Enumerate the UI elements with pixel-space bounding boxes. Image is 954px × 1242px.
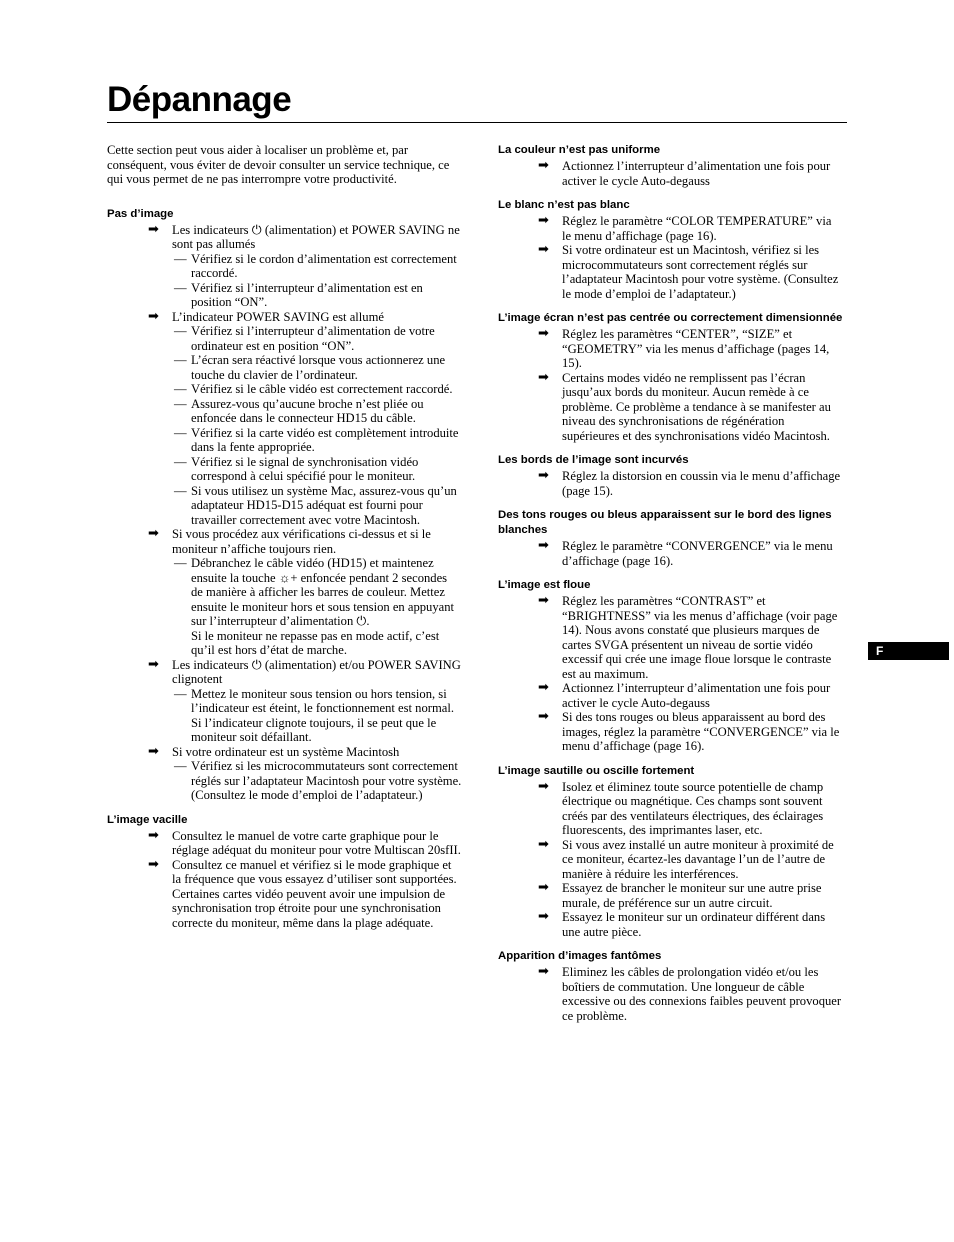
symptom-list (498, 214, 843, 301)
symptom-list (498, 539, 843, 568)
section-heading: Pas d’image (107, 207, 174, 220)
remedy-text: Actionnez l’interrupteur d’alimentation une fois pour activer le cycle Auto-degauss (562, 159, 831, 188)
remedy-item (538, 710, 843, 754)
troubleshoot-section (498, 508, 843, 568)
symptom-list (498, 965, 843, 1023)
remedy-item (148, 745, 462, 803)
left-sections (107, 207, 462, 931)
check-text: L’écran sera réactivé lorsque vous actionnerez une touche du clavier de l’ordinateur. (191, 353, 446, 382)
check-item (172, 353, 462, 382)
symptom-list (498, 159, 843, 188)
remedy-text: Si votre ordinateur est un Macintosh, vérifiez si les microcommutateurs sont correctement réglés sur l’adaptateur Macintosh pour votre système. (Consultez le mode d’emploi de l’adaptateur.) (562, 243, 839, 301)
remedy-item (538, 780, 843, 838)
symptom-list (498, 469, 843, 498)
check-item (172, 426, 462, 455)
remedy-item (538, 881, 843, 910)
remedy-text: Si vous avez installé un autre moniteur à proximité de ce moniteur, écartez-les davantage l’un de l’autre de manière à réduire les interférences. (562, 837, 834, 881)
symptom-list (498, 594, 843, 754)
check-text: Mettez le moniteur sous tension ou hors tension, si l’indicateur est éteint, le fonctionnement est normal. Si l’indicateur clignote toujours, il se peut que le moniteur soit défaillant. (191, 686, 454, 744)
remedy-text: Actionnez l’interrupteur d’alimentation une fois pour activer le cycle Auto-degauss (562, 681, 831, 710)
arrow-right-icon: ➡ (538, 213, 549, 228)
dash-marker: — (174, 280, 187, 295)
remedy-text: Les indicateurs ⏻ (alimentation) et/ou POWER SAVING clignotent (172, 657, 461, 686)
remedy-text: Réglez la distorsion en coussin via le menu d’affichage (page 15). (562, 469, 841, 498)
remedy-item (148, 658, 462, 745)
remedy-item (538, 681, 843, 710)
arrow-right-icon: ➡ (148, 308, 159, 324)
check-item (172, 484, 462, 528)
troubleshoot-section (498, 949, 843, 1023)
check-list (172, 252, 462, 310)
remedy-item (148, 527, 462, 658)
dash-marker: — (174, 556, 187, 570)
remedy-item (538, 965, 843, 1023)
remedy-item (538, 243, 843, 301)
check-text: Vérifiez si l’interrupteur d’alimentation est en position “ON”. (191, 280, 423, 309)
remedy-text: Consultez le manuel de votre carte graphique pour le réglage adéquat du moniteur pour votre Multiscan 20sfII. (172, 828, 461, 857)
arrow-right-icon: ➡ (538, 468, 549, 483)
remedy-item (538, 838, 843, 882)
check-item (172, 759, 462, 803)
remedy-text: Réglez les paramètres “CONTRAST” et “BRIGHTNESS” via les menus d’affichage (voir page 14). Nous avons constaté que plusieurs marques de cartes SVGA présentent un niveau de sortie vidéo excessif qui crée une image floue lorsque le contraste est au maximum. (562, 594, 838, 681)
dash-marker: — (174, 396, 187, 411)
dash-marker: — (174, 324, 187, 338)
remedy-text: Les indicateurs ⏻ (alimentation) et POWER SAVING ne sont pas allumés (172, 222, 460, 251)
arrow-right-icon: ➡ (538, 538, 549, 553)
intro-paragraph: Cette section peut vous aider à localiser un problème et, par conséquent, vous éviter de devoir consulter un service technique, ce qui vous permet de ne pas interrompre votre productivité. (107, 143, 450, 186)
remedy-text: Certains modes vidéo ne remplissent pas l’écran jusqu’aux bords du moniteur. Aucun remède à ce problème. Ce problème a tendance à se manifester au niveau des synchronisations de régénération supérieures et des synchronisations vidéo Macintosh. (562, 370, 831, 443)
check-list (172, 759, 462, 803)
check-text: Vérifiez si le câble vidéo est correctement raccordé. (191, 382, 453, 396)
dash-marker: — (174, 759, 187, 773)
check-item (172, 687, 462, 745)
remedy-item (148, 858, 462, 931)
arrow-right-icon: ➡ (148, 221, 159, 237)
check-item (172, 556, 462, 658)
check-item (172, 252, 462, 281)
check-item (172, 397, 462, 426)
dash-marker: — (174, 454, 187, 469)
troubleshoot-section (498, 198, 843, 301)
right-sections (498, 143, 843, 1023)
arrow-right-icon: ➡ (538, 593, 549, 608)
check-continuation: Si le moniteur ne repasse pas en mode actif, c’est qu’il est hors d’état de marche. (191, 628, 440, 657)
troubleshoot-section (107, 813, 462, 931)
check-item (172, 281, 462, 310)
page-title: Dépannage (107, 80, 292, 119)
remedy-item (538, 214, 843, 243)
arrow-right-icon: ➡ (538, 778, 549, 794)
remedy-item (148, 829, 462, 858)
section-heading: Apparition d’images fantômes (498, 950, 662, 962)
check-list (172, 687, 462, 745)
arrow-right-icon: ➡ (538, 326, 549, 341)
troubleshoot-section (498, 453, 843, 498)
troubleshoot-section (498, 578, 843, 754)
arrow-right-icon: ➡ (538, 158, 549, 173)
check-list (172, 556, 462, 658)
arrow-right-icon: ➡ (148, 827, 159, 843)
left-column (107, 143, 462, 940)
symptom-list (107, 829, 462, 931)
remedy-item (538, 469, 843, 498)
remedy-text: Réglez les paramètres “CENTER”, “SIZE” et “GEOMETRY” via les menus d’affichage (pages 14, 15). (562, 327, 830, 370)
remedy-text: Réglez le paramètre “CONVERGENCE” via le menu d’affichage (page 16). (562, 539, 833, 568)
remedy-text: Isolez et éliminez toute source potentielle de champ électrique ou magnétique. Ces champs sont souvent créés par des ventilateurs électriques, des éclairages fluorescents, des imprimantes laser, etc. (562, 779, 824, 837)
remedy-item (538, 159, 843, 188)
remedy-text: Eliminez les câbles de prolongation vidéo et/ou les boîtiers de commutation. Une longueur de câble excessive ou des connexions faibles peuvent provoquer ce problème. (562, 965, 842, 1023)
check-text: Vérifiez si les microcommutateurs sont correctement réglés sur l’adaptateur Macintosh pour votre système. (Consultez le mode d’emploi de l’adaptateur.) (191, 759, 462, 802)
troubleshoot-section (107, 207, 462, 803)
language-tab: F (868, 642, 949, 660)
check-item (172, 324, 462, 353)
check-text: Vérifiez si la carte vidéo est complètement introduite dans la fente appropriée. (191, 425, 459, 454)
section-heading: L’image sautille ou oscille fortement (498, 764, 695, 777)
arrow-right-icon: ➡ (538, 242, 549, 257)
check-list (172, 324, 462, 527)
remedy-item (538, 327, 843, 371)
arrow-right-icon: ➡ (538, 709, 549, 724)
arrow-right-icon: ➡ (538, 964, 549, 979)
check-text: Vérifiez si l’interrupteur d’alimentation de votre ordinateur est en position “ON”. (191, 324, 435, 353)
remedy-text: Essayez de brancher le moniteur sur une autre prise murale, de préférence sur un autre circuit. (562, 881, 822, 910)
right-column (498, 143, 843, 1033)
remedy-text: Consultez ce manuel et vérifiez si le mode graphique et la fréquence que vous essayez d’utiliser sont supportées. Certaines cartes vidéo peuvent avoir une impulsion de synchronisation trop étroite pour une synchronisation correcte du moniteur, même dans la plage adéquate. (172, 857, 457, 930)
arrow-right-icon: ➡ (538, 909, 549, 924)
check-text: Vérifiez si le cordon d’alimentation est correctement raccordé. (191, 251, 457, 280)
section-heading: La couleur n’est pas uniforme (498, 144, 661, 156)
symptom-list (498, 780, 843, 940)
section-heading: L’image est floue (498, 579, 591, 591)
troubleshoot-section (498, 311, 843, 443)
check-item (172, 382, 462, 397)
dash-marker: — (174, 251, 187, 266)
arrow-right-icon: ➡ (538, 836, 549, 852)
remedy-text: L’indicateur POWER SAVING est allumé (172, 309, 384, 324)
remedy-text: Si vous procédez aux vérifications ci-dessus et si le moniteur n’affiche toujours rien. (172, 527, 431, 556)
troubleshoot-section (498, 764, 843, 940)
remedy-item (148, 310, 462, 528)
remedy-item (148, 223, 462, 310)
dash-marker: — (174, 382, 187, 396)
check-text: Débranchez le câble vidéo (HD15) et maintenez ensuite la touche ☼+ enfoncée pendant 2 secondes de manière à afficher les barres de couleur. Mettez ensuite le moniteur hors et sous tension en appuyant sur l’interrupteur d’alimentation ⏻. (191, 556, 455, 628)
symptom-list (498, 327, 843, 443)
remedy-item (538, 371, 843, 444)
dash-marker: — (174, 483, 187, 498)
dash-marker: — (174, 686, 187, 701)
remedy-item (538, 539, 843, 568)
remedy-item (538, 594, 843, 681)
remedy-text: Si votre ordinateur est un système Macintosh (172, 744, 400, 759)
section-heading: L’image vacille (107, 813, 188, 826)
arrow-right-icon: ➡ (148, 743, 159, 759)
title-divider (107, 122, 847, 123)
check-item (172, 455, 462, 484)
arrow-right-icon: ➡ (538, 369, 549, 385)
arrow-right-icon: ➡ (538, 680, 549, 695)
symptom-list (107, 223, 462, 803)
section-heading: Les bords de l’image sont incurvés (498, 454, 689, 466)
check-text: Si vous utilisez un système Mac, assurez-vous qu’un adaptateur HD15-D15 adéquat est fourni pour travailler correctement avec votre Macintosh. (191, 483, 457, 527)
section-heading: L’image écran n’est pas centrée ou correctement dimensionnée (498, 312, 843, 324)
arrow-right-icon: ➡ (148, 526, 159, 541)
remedy-item (538, 910, 843, 939)
remedy-text: Réglez le paramètre “COLOR TEMPERATURE” via le menu d’affichage (page 16). (562, 214, 832, 243)
dash-marker: — (174, 353, 187, 367)
remedy-text: Essayez le moniteur sur un ordinateur différent dans une autre pièce. (562, 910, 826, 939)
troubleshoot-section (498, 143, 843, 188)
arrow-right-icon: ➡ (538, 880, 549, 895)
arrow-right-icon: ➡ (148, 856, 159, 872)
arrow-right-icon: ➡ (148, 656, 159, 672)
check-text: Assurez-vous qu’aucune broche n’est pliée ou enfoncée dans le connecteur HD15 du câble. (191, 396, 424, 425)
check-text: Vérifiez si le signal de synchronisation vidéo correspond à celui spécifié pour le moniteur. (191, 454, 419, 483)
dash-marker: — (174, 425, 187, 440)
remedy-text: Si des tons rouges ou bleus apparaissent au bord des images, réglez la paramètre “CONVERGENCE” via le menu d’affichage (page 16). (562, 710, 840, 753)
section-heading: Le blanc n’est pas blanc (498, 199, 630, 211)
section-heading: Des tons rouges ou bleus apparaissent sur le bord des lignes blanches (498, 509, 832, 536)
